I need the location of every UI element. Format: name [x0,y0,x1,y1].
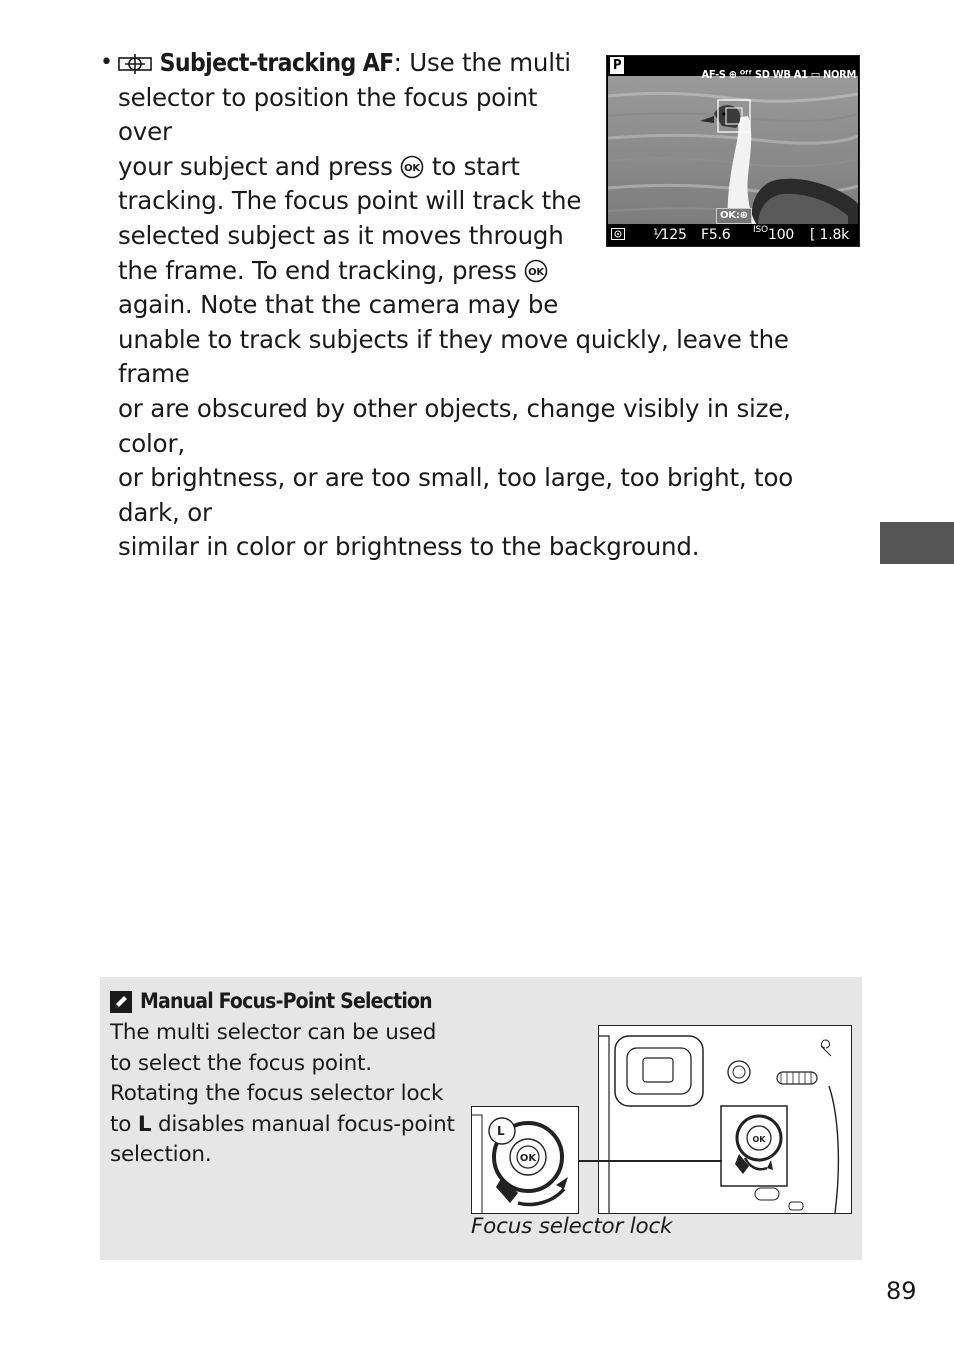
note-body [110,1018,455,1171]
text-line: again. Note that the camera may be [118,290,559,320]
chapter-tab [880,522,954,564]
metering-icon [611,224,625,246]
camera-lcd-illustration [606,55,860,247]
subject-tracking-af-icon [118,53,152,75]
focus-selector-lock-closeup [471,1106,579,1214]
ok-tracking-badge: OK:⊕ [716,208,752,224]
shots-remaining: [ 1.8k [810,227,850,243]
ok-button-icon [400,155,424,179]
svg-text:L: L [497,1124,505,1138]
duck-photo [608,76,858,226]
camera-back-illustration [598,1025,852,1214]
note-text: The multi selector can be used to select the focus point. Rotating the focus selector lock to [110,1020,444,1137]
text-line: your subject and press [118,151,393,181]
text-line: similar in color or brightness to the background. [118,532,700,562]
text-line: unable to track subjects if they move quickly, leave the frame [118,324,789,389]
svg-text:OK: OK [752,1135,766,1144]
note-title: Manual Focus-Point Selection [140,989,432,1013]
bullet-dot: • [100,50,113,75]
text-line: tracking. The focus point will track the [118,186,582,216]
lcd-status-icons: AF-S ⊕ ᴼᶠᶠ SD WB A1 ▭ NORM [701,68,856,81]
aperture: F5.6 [701,227,731,243]
note-text: disables manual focus-point selection. [110,1111,455,1168]
lcd-bottom-bar [607,224,859,246]
subject-tracking-bullet [100,46,860,565]
pencil-icon [110,991,132,1013]
lcd-top-bar [607,56,859,81]
page-number: 89 [886,1277,917,1305]
text-line: or brightness, or are too small, too large, too bright, too dark, or [118,463,794,527]
svg-text:OK: OK [519,1153,537,1164]
shutter-speed: ¹⁄125 [653,227,687,243]
figure-caption: Focus selector lock [471,1214,673,1239]
shooting-mode: P [610,57,624,74]
svg-text:OK: OK [404,162,421,174]
leader-line [579,1160,722,1162]
ok-button-icon [524,259,548,283]
subject-tracking-term: Subject-tracking AF [159,48,394,77]
text-line: : Use the multi [393,48,571,77]
iso-value: 100 [768,227,795,243]
text-line: selector to position the focus point over [118,82,538,147]
manual-focus-note [100,977,862,1260]
lock-position-l: L [137,1111,152,1137]
text-line: or are obscured by other objects, change visibly in size, color, [118,393,791,458]
text-line: selected subject as it moves through [118,220,564,250]
text-line: to start [424,151,520,181]
svg-text:OK: OK [528,266,545,278]
text-line: the frame. To end tracking, press [118,255,517,285]
iso-label: ISO [753,225,768,235]
